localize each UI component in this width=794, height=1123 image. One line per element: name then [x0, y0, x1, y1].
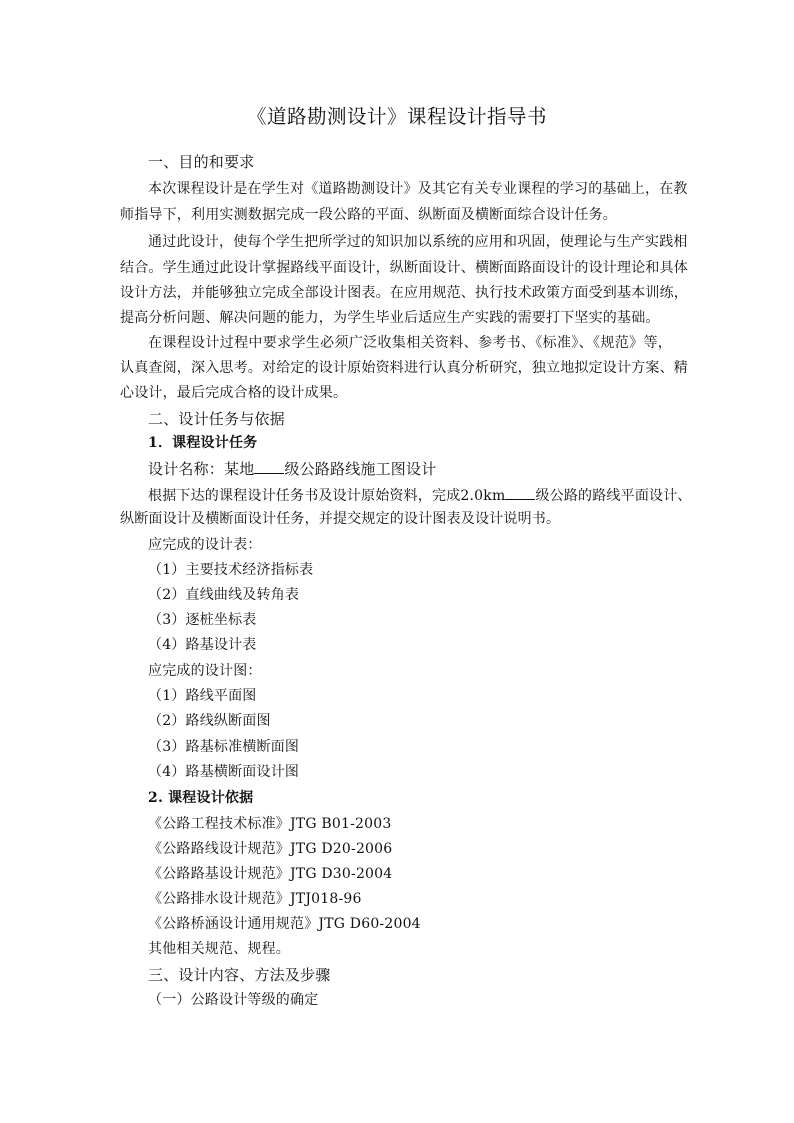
section2-sub1: 1．课程设计任务 — [148, 435, 258, 451]
section3-sub1: （一）公路设计等级的确定 — [148, 992, 319, 1008]
task-line1-prefix: 根据下达的课程设计任务书及设计原始资料，完成2.0km — [148, 488, 506, 504]
task-grade-blank — [505, 485, 535, 500]
section1-p2-line2: 结合。学生通过此设计掌握路线平面设计，纵断面设计、横断面路面设计的设计理论和具体 — [120, 260, 688, 276]
list-item: 《公路路基设计规范》JTG D30-2004 — [148, 866, 393, 882]
section1-p3-line1: 在课程设计过程中要求学生必须广泛收集相关资料、参考书、《标准》、《规范》等， — [148, 335, 672, 351]
list-item: （3）逐桩坐标表 — [148, 612, 257, 628]
section2-sub2: 2. 课程设计依据 — [148, 790, 254, 806]
section1-p1-line2: 师指导下，利用实测数据完成一段公路的平面、纵断面及横断面综合设计任务。 — [120, 207, 617, 223]
list-item: （4）路基设计表 — [148, 637, 257, 653]
list-item: 《公路工程技术标准》JTG B01-2003 — [148, 816, 392, 832]
task-line2: 纵断面设计及横断面设计任务，并提交规定的设计图表及设计说明书。 — [120, 511, 561, 527]
task-line1-suffix: 级公路的路线平面设计、 — [535, 488, 692, 504]
drawings-label: 应完成的设计图： — [148, 663, 262, 679]
list-item: （1）路线平面图 — [148, 688, 257, 704]
task-line1 — [148, 485, 692, 505]
section1-p2-line4: 提高分析问题、解决问题的能力，为学生毕业后适应生产实践的需要打下坚实的基础。 — [120, 310, 660, 326]
section2-heading: 二、设计任务与依据 — [148, 410, 285, 428]
design-name-line — [148, 459, 436, 479]
section1-p2-line3: 设计方法，并能够独立完成全部设计图表。在应用规范、执行技术政策方面受到基本训练， — [120, 285, 688, 301]
list-item: 《公路路线设计规范》JTG D20-2006 — [148, 841, 393, 857]
section1-p3-line2: 认真查阅，深入思考。对给定的设计原始资料进行认真分析研究，独立地拟定设计方案、精 — [120, 360, 688, 376]
document-title: 《道路勘测设计》课程设计指导书 — [246, 105, 547, 128]
design-name-prefix: 设计名称：某地 — [148, 460, 255, 478]
list-item: 《公路排水设计规范》JTJ018-96 — [148, 891, 362, 907]
section1-p2-line1: 通过此设计，使每个学生把所学过的知识加以系统的应用和巩固，使理论与生产实践相 — [148, 234, 688, 250]
list-item: （2）路线纵断面图 — [148, 713, 271, 729]
list-item: （2）直线曲线及转角表 — [148, 587, 300, 603]
list-item: （4）路基横断面设计图 — [148, 764, 300, 780]
grade-blank — [254, 459, 284, 474]
other-standards: 其他相关规范、规程。 — [148, 941, 290, 957]
section1-p3-line3: 心设计，最后完成合格的设计成果。 — [120, 385, 348, 401]
section1-p1-line1: 本次课程设计是在学生对《道路勘测设计》及其它有关专业课程的学习的基础上，在教 — [148, 181, 688, 197]
section3-heading: 三、设计内容、方法及步骤 — [148, 966, 331, 984]
list-item: （3）路基标准横断面图 — [148, 739, 300, 755]
tables-label: 应完成的设计表： — [148, 537, 262, 553]
list-item: 《公路桥涵设计通用规范》JTG D60-2004 — [148, 916, 421, 932]
section1-heading: 一、目的和要求 — [148, 153, 255, 171]
list-item: （1）主要技术经济指标表 — [148, 562, 314, 578]
design-name-suffix: 级公路路线施工图设计 — [284, 460, 437, 478]
